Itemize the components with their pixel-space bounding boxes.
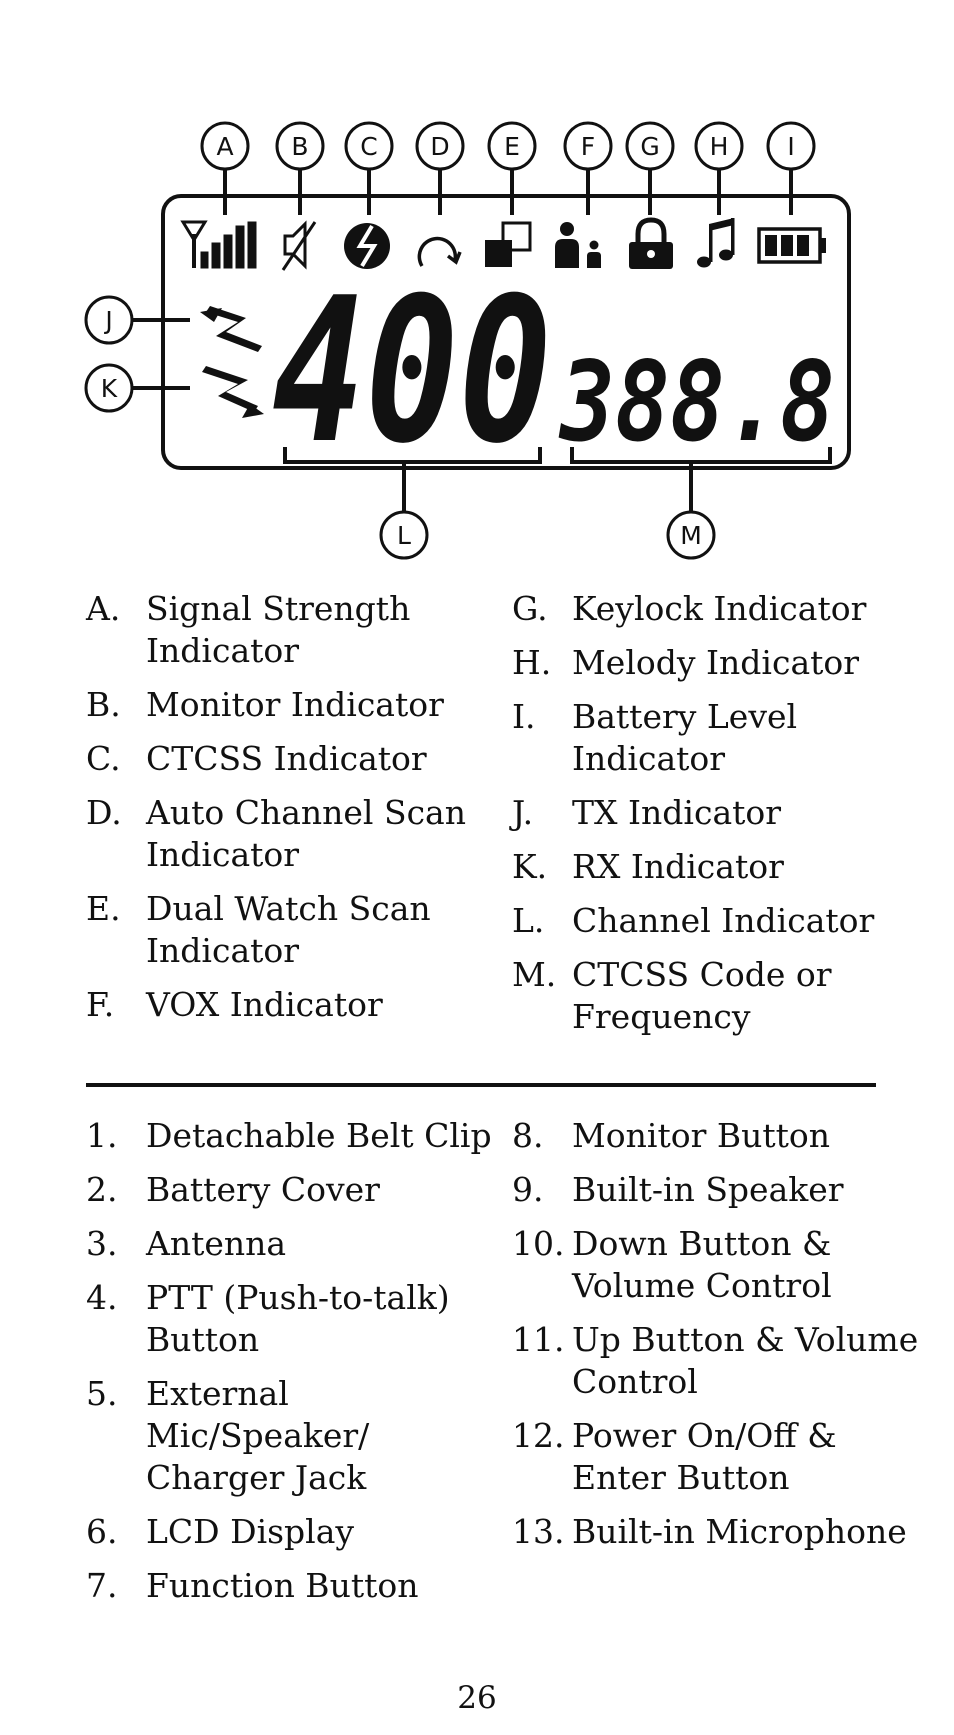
legend-item (512, 1415, 932, 1499)
legend-text: Melody Indicator (572, 643, 860, 682)
legend-key: K. (512, 847, 548, 886)
legend-text: Signal Strength Indicator (146, 589, 411, 670)
legend-text: Channel Indicator (572, 901, 875, 940)
callout-f-label: F (580, 132, 596, 161)
legend-key: C. (86, 739, 121, 778)
callout-b-label: B (291, 132, 309, 161)
tx-arrow-icon (200, 306, 262, 352)
legend-item (86, 1277, 506, 1361)
legend-text: Antenna (146, 1224, 287, 1263)
legend-key: 4. (86, 1278, 118, 1317)
legend-text: Function Button (146, 1566, 419, 1605)
indicator-legend-right (512, 588, 912, 1050)
legend-text: Keylock Indicator (572, 589, 867, 628)
callout-g-label: G (640, 132, 660, 161)
legend-key: 3. (86, 1224, 118, 1263)
legend-text: Up Button & Volume Control (572, 1320, 919, 1401)
keylock-icon (629, 220, 673, 269)
legend-text: RX Indicator (572, 847, 784, 886)
legend-item (512, 1223, 932, 1307)
legend-item (86, 1511, 506, 1553)
legend-text: LCD Display (146, 1512, 355, 1551)
legend-item (86, 1565, 506, 1607)
section-divider (86, 1083, 876, 1087)
legend-item (86, 1169, 506, 1211)
channel-digits: 400 (272, 255, 552, 488)
callout-k-label: K (100, 374, 118, 403)
legend-key: J. (512, 793, 534, 832)
callout-l-label: L (397, 521, 411, 550)
legend-item (512, 954, 912, 1038)
legend-item (86, 888, 486, 972)
legend-key: I. (512, 697, 536, 736)
callout-d-label: D (430, 132, 450, 161)
legend-item (86, 738, 486, 780)
parts-list-right (512, 1115, 932, 1565)
legend-key: 8. (512, 1116, 544, 1155)
legend-item (512, 1319, 932, 1403)
legend-key: B. (86, 685, 121, 724)
legend-key: F. (86, 985, 115, 1024)
callout-j-label: J (105, 306, 113, 335)
legend-item (512, 642, 912, 684)
legend-text: Monitor Indicator (146, 685, 444, 724)
legend-key: 11. (512, 1320, 565, 1359)
legend-text: Down Button & Volume Control (572, 1224, 832, 1305)
legend-key: D. (86, 793, 122, 832)
callout-c-label: C (360, 132, 378, 161)
callout-e-label: E (504, 132, 520, 161)
legend-key: G. (512, 589, 548, 628)
legend-text: Auto Channel Scan Indicator (146, 793, 466, 874)
legend-key: 13. (512, 1512, 565, 1551)
legend-text: Dual Watch Scan Indicator (146, 889, 431, 970)
legend-key: 1. (86, 1116, 118, 1155)
callout-m-label: M (680, 521, 702, 550)
legend-key: 12. (512, 1416, 565, 1455)
legend-text: PTT (Push-to-talk) Button (146, 1278, 450, 1359)
legend-key: A. (86, 589, 121, 628)
signal-strength-icon (183, 222, 256, 268)
legend-item (86, 684, 486, 726)
legend-text: Built-in Microphone (572, 1512, 907, 1551)
legend-key: 7. (86, 1566, 118, 1605)
legend-key: 10. (512, 1224, 565, 1263)
legend-item (86, 1373, 506, 1499)
legend-key: E. (86, 889, 121, 928)
legend-text: TX Indicator (572, 793, 782, 832)
legend-item (512, 846, 912, 888)
legend-item (512, 1169, 932, 1211)
legend-item (86, 984, 486, 1026)
ctcss-code-digits: 388.8 (558, 338, 835, 466)
legend-item (512, 696, 912, 780)
page-number: 26 (457, 1680, 497, 1716)
indicator-legend-left (86, 588, 486, 1038)
callout-a-label: A (216, 132, 234, 161)
vox-icon (555, 222, 601, 268)
legend-item (86, 1223, 506, 1265)
legend-text: Battery Level Indicator (572, 697, 798, 778)
legend-text: CTCSS Code or Frequency (572, 955, 832, 1036)
legend-item (512, 900, 912, 942)
legend-item (512, 588, 912, 630)
legend-key: M. (512, 955, 557, 994)
battery-level-icon (759, 229, 826, 262)
legend-key: 2. (86, 1170, 118, 1209)
legend-text: External Mic/Speaker/ Charger Jack (146, 1374, 370, 1497)
rx-arrow-icon (202, 366, 264, 418)
legend-item (512, 1511, 932, 1553)
melody-icon (697, 218, 735, 268)
legend-item (86, 588, 486, 672)
lcd-diagram (0, 0, 954, 580)
legend-key: 9. (512, 1170, 544, 1209)
callout-h-label: H (709, 132, 729, 161)
legend-text: Monitor Button (572, 1116, 831, 1155)
legend-key: 5. (86, 1374, 118, 1413)
legend-item (512, 1115, 932, 1157)
legend-item (86, 1115, 506, 1157)
legend-key: 6. (86, 1512, 118, 1551)
legend-key: H. (512, 643, 552, 682)
legend-text: Detachable Belt Clip (146, 1116, 492, 1155)
legend-text: Built-in Speaker (572, 1170, 844, 1209)
legend-item (512, 792, 912, 834)
parts-list-left (86, 1115, 506, 1619)
legend-text: CTCSS Indicator (146, 739, 427, 778)
legend-text: Power On/Off & Enter Button (572, 1416, 837, 1497)
callout-i-label: I (787, 132, 795, 161)
legend-text: VOX Indicator (146, 985, 383, 1024)
legend-key: L. (512, 901, 545, 940)
legend-item (86, 792, 486, 876)
legend-text: Battery Cover (146, 1170, 380, 1209)
